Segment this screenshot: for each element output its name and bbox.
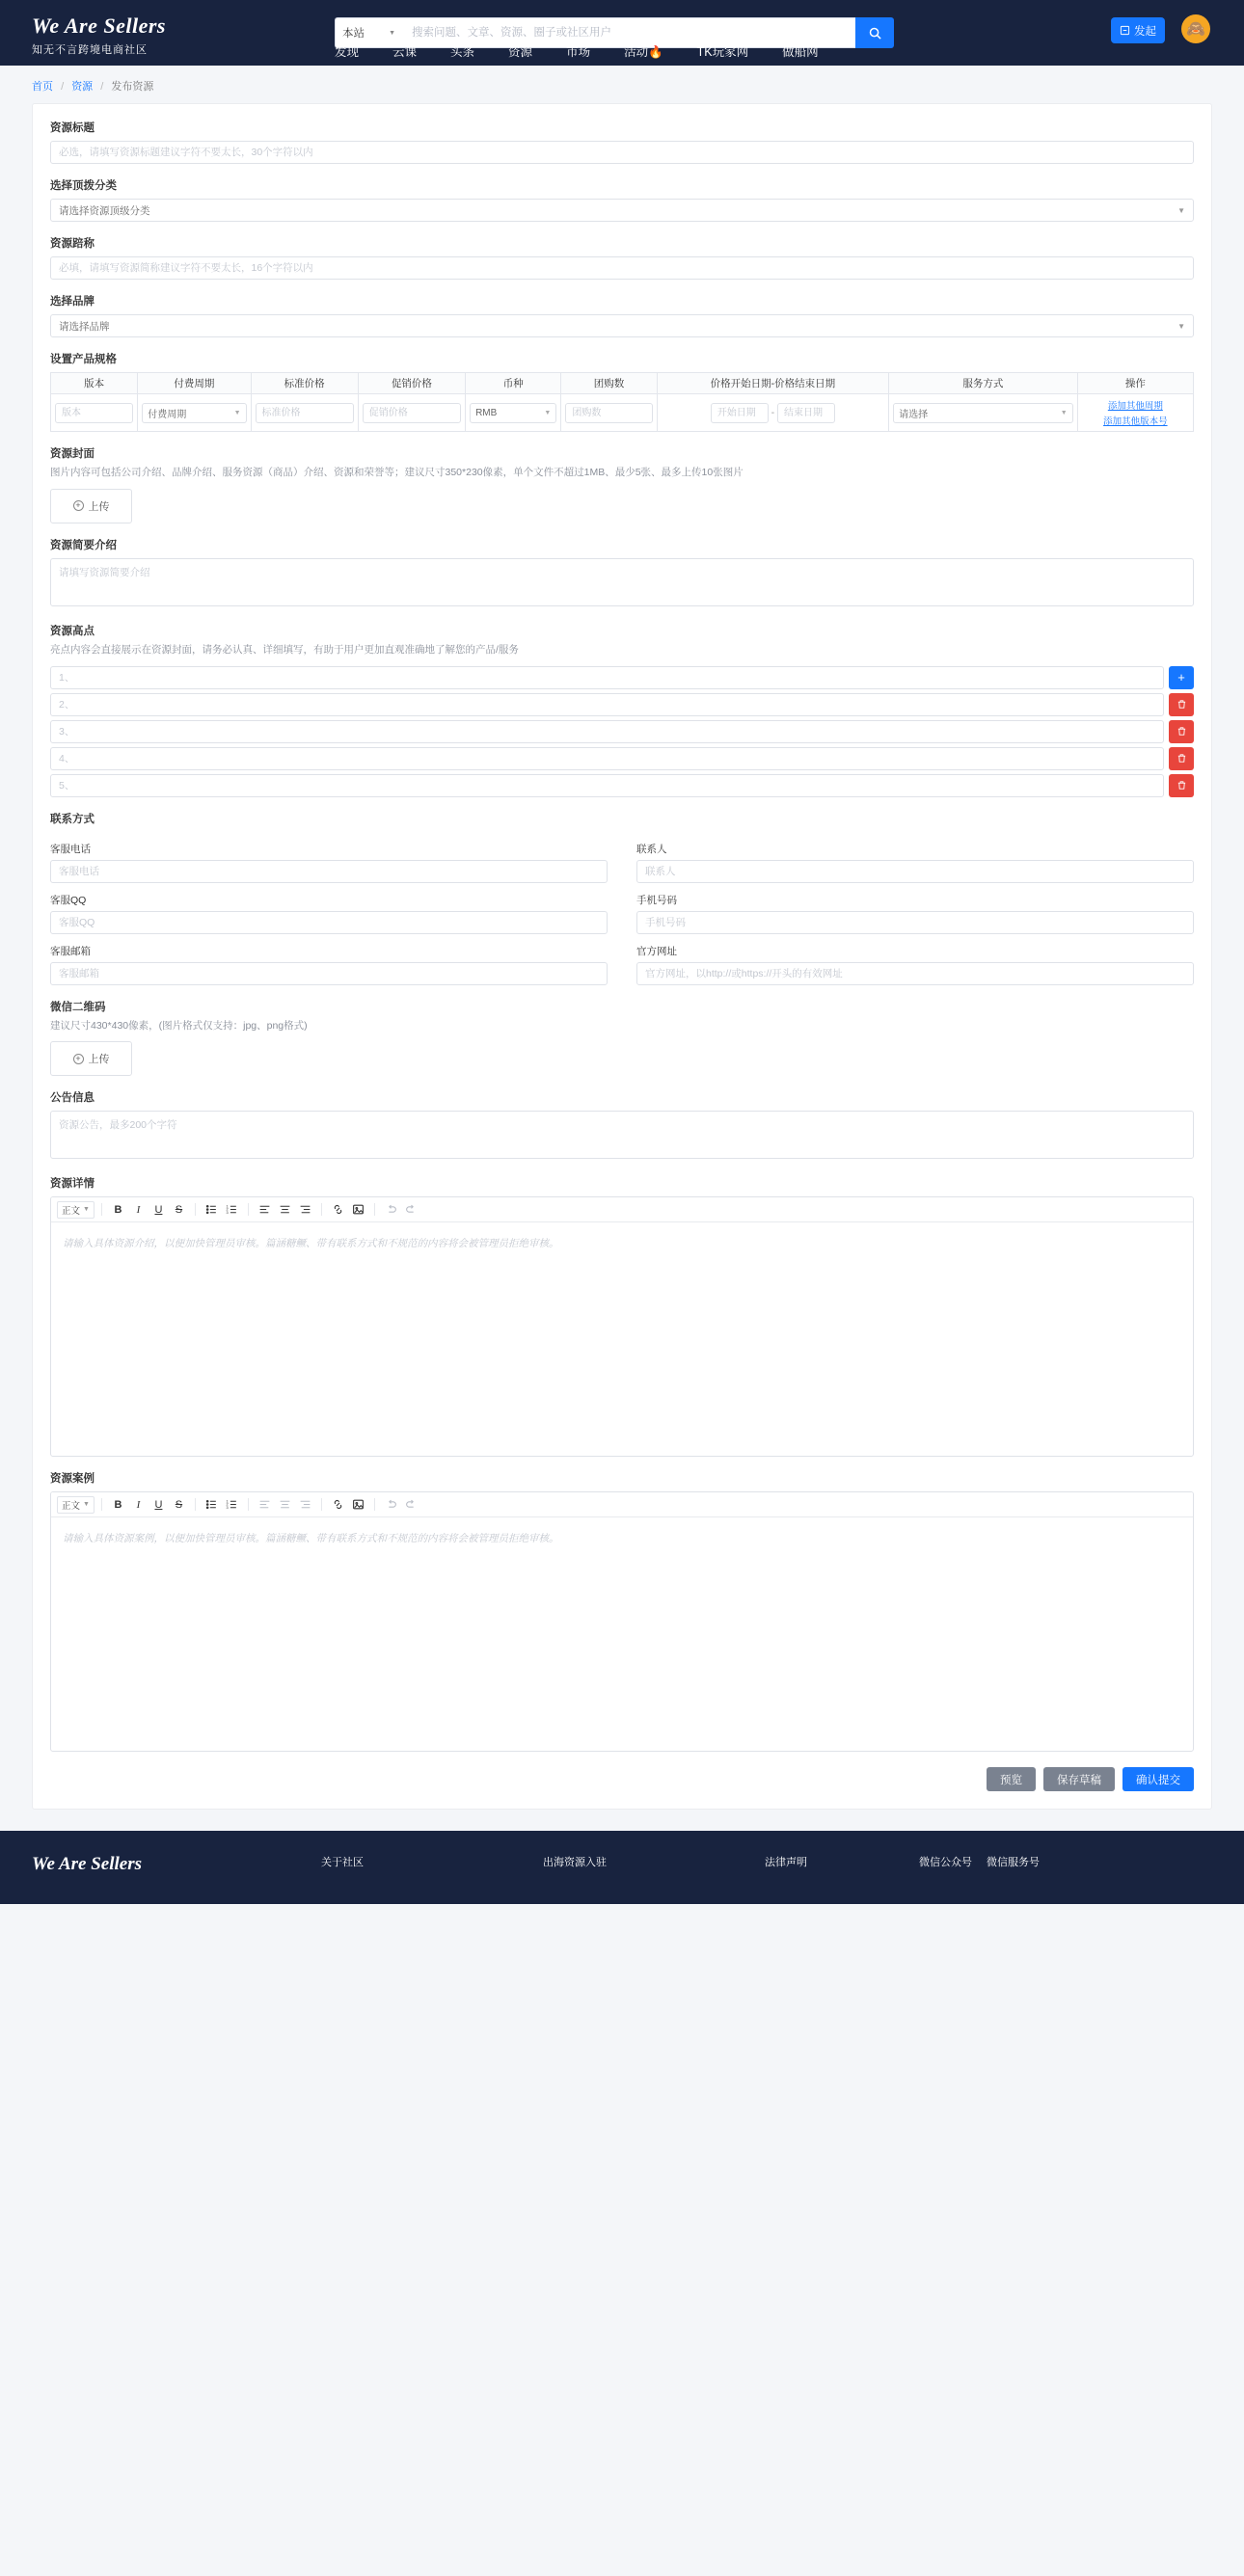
image-icon[interactable] <box>349 1496 367 1514</box>
detail-editor-body[interactable]: 请输入具体资源介绍，以便加快管理员审核。篇涵糖鳜、带有联系方式和不规范的内容将会被管理员拒绝审核。 <box>63 1238 559 1250</box>
numbered-list-icon[interactable] <box>223 1201 241 1219</box>
highlight-row-2 <box>50 693 1194 716</box>
avatar[interactable] <box>1181 14 1210 43</box>
chevron-down-icon: ▼ <box>389 29 395 37</box>
highlight-input-1[interactable] <box>50 666 1164 689</box>
add-other-version-link[interactable]: 添加其他版本号 <box>1103 416 1168 427</box>
col-group-count: 团购数 <box>561 373 657 394</box>
underline-icon[interactable]: U <box>154 1203 163 1216</box>
cell-operation <box>1077 394 1193 432</box>
currency-select[interactable] <box>470 403 556 423</box>
svg-text:3: 3 <box>226 1211 229 1216</box>
footer-col-wechat-official: 微信公众号 <box>919 1857 972 1869</box>
col-version: 版本 <box>51 373 138 394</box>
cell-currency <box>466 394 561 432</box>
align-center-icon[interactable] <box>276 1496 294 1514</box>
preview-button[interactable]: 预览 <box>987 1767 1036 1791</box>
highlight-input-5[interactable] <box>50 774 1164 797</box>
chevron-down-icon: ▼ <box>83 1206 90 1214</box>
publish-resource-form <box>32 103 1212 1810</box>
breadcrumb-separator-1: / <box>61 81 65 93</box>
chevron-down-icon: ▼ <box>83 1501 90 1509</box>
underline-icon[interactable]: U <box>154 1498 163 1511</box>
italic-icon[interactable]: I <box>136 1203 141 1216</box>
main-menu <box>335 42 819 60</box>
detail-label: 资源详情 <box>50 1178 95 1191</box>
search-button[interactable] <box>855 17 894 48</box>
menu-item-headline[interactable]: 头条 <box>450 45 475 59</box>
top-navigation-bar <box>0 0 1244 66</box>
version-input[interactable] <box>55 403 133 423</box>
trash-icon <box>1176 780 1187 791</box>
period-value: 付费周期 <box>148 409 187 420</box>
top-category-select[interactable] <box>50 199 1194 222</box>
brand-value: 请选择品牌 <box>59 320 110 333</box>
toolbar-divider <box>374 1203 375 1216</box>
align-right-icon[interactable] <box>296 1201 314 1219</box>
footer-logo: We Are Sellers <box>32 1854 142 1875</box>
contact-website-label: 官方网址 <box>636 945 677 957</box>
svg-text:2: 2 <box>226 1502 229 1507</box>
contact-email-label: 客服邮箱 <box>50 945 91 957</box>
highlight-row-5 <box>50 774 1194 797</box>
contact-email-input[interactable] <box>50 962 608 985</box>
paragraph-style-value: 正文 <box>62 1205 81 1217</box>
highlight-input-4[interactable] <box>50 747 1164 770</box>
contact-qq-input[interactable] <box>50 911 608 934</box>
edit-icon <box>1120 25 1130 36</box>
promo-price-input[interactable] <box>363 403 461 423</box>
delete-highlight-button-2[interactable] <box>1169 693 1194 716</box>
site-logo-text: We Are Sellers <box>32 13 166 38</box>
toolbar-divider <box>248 1498 249 1511</box>
bold-icon[interactable]: B <box>114 1203 122 1216</box>
cell-promo-price <box>358 394 465 432</box>
product-spec-table <box>50 372 1194 432</box>
contact-field-website <box>636 934 1194 985</box>
chevron-down-icon: ▼ <box>544 409 552 416</box>
plus-icon: + <box>1177 670 1185 685</box>
contact-grid <box>50 832 1194 985</box>
resource-title-input[interactable] <box>50 141 1194 164</box>
create-post-button[interactable] <box>1111 17 1165 43</box>
cell-std-price <box>251 394 358 432</box>
undo-icon[interactable] <box>382 1201 400 1219</box>
cell-date-range <box>657 394 889 432</box>
form-actions <box>50 1767 1194 1791</box>
image-icon[interactable] <box>349 1201 367 1219</box>
contact-phone-label: 客服电话 <box>50 843 91 855</box>
plus-circle-icon: + <box>73 1054 84 1064</box>
currency-value: RMB <box>475 407 498 418</box>
paragraph-style-select[interactable] <box>57 1201 95 1219</box>
trash-icon <box>1176 753 1187 764</box>
cell-period <box>138 394 251 432</box>
toolbar-divider <box>248 1203 249 1216</box>
chevron-down-icon: ▼ <box>1060 409 1068 416</box>
table-header-row <box>51 373 1194 394</box>
create-post-label: 发起 <box>1134 25 1156 38</box>
strikethrough-icon[interactable]: S <box>175 1498 183 1511</box>
resource-title-label: 资源标题 <box>50 122 95 134</box>
menu-item-activity[interactable] <box>624 42 663 60</box>
period-select[interactable] <box>142 403 246 423</box>
bullet-list-icon[interactable] <box>203 1201 221 1219</box>
service-value: 请选择 <box>899 409 929 420</box>
highlights-label: 资源高点 <box>50 625 95 637</box>
avatar-image: 🙈 <box>1186 21 1205 38</box>
bullet-list-icon[interactable] <box>203 1496 221 1514</box>
col-std-price: 标准价格 <box>251 373 358 394</box>
footer-col-legal[interactable]: 法律声明 <box>765 1857 807 1869</box>
cell-version <box>51 394 138 432</box>
contact-field-person <box>636 832 1194 883</box>
chevron-down-icon: ▼ <box>1177 205 1185 215</box>
search-scope-label: 本站 <box>342 28 365 40</box>
site-logo[interactable] <box>32 13 166 57</box>
contact-phone-input[interactable] <box>50 860 608 883</box>
svg-text:3: 3 <box>226 1506 229 1511</box>
resource-shortname-label: 资源踣称 <box>50 238 95 250</box>
delete-highlight-button-4[interactable] <box>1169 747 1194 770</box>
paragraph-style-select[interactable] <box>57 1496 95 1514</box>
fire-icon: 🔥 <box>648 45 663 59</box>
align-left-icon[interactable] <box>256 1496 274 1514</box>
col-operation: 操作 <box>1077 373 1193 394</box>
delete-highlight-button-5[interactable] <box>1169 774 1194 797</box>
top-category-label: 选择顶拨分类 <box>50 180 117 192</box>
contact-person-input[interactable] <box>636 860 1194 883</box>
start-date-input[interactable] <box>711 403 769 423</box>
svg-text:2: 2 <box>226 1207 229 1212</box>
detail-editor-toolbar <box>51 1197 1193 1222</box>
end-date-input[interactable] <box>777 403 835 423</box>
plus-circle-icon: + <box>73 500 84 511</box>
highlight-row-1 <box>50 666 1194 689</box>
notice-textarea[interactable] <box>50 1111 1194 1159</box>
strikethrough-icon[interactable]: S <box>175 1203 183 1216</box>
search-icon <box>868 26 882 40</box>
toolbar-divider <box>195 1498 196 1511</box>
col-period: 付费周期 <box>138 373 251 394</box>
chevron-down-icon: ▼ <box>1177 321 1185 331</box>
link-icon[interactable] <box>329 1496 347 1514</box>
date-range-separator: - <box>771 407 775 418</box>
qr-hint: 建议尺寸430*430像素，(图片格式仅支持：jpg、png格式) <box>50 1019 308 1032</box>
footer-col-wechat-service: 微信服务号 <box>987 1857 1040 1869</box>
menu-item-resource[interactable]: 资源 <box>508 45 533 59</box>
summary-textarea[interactable] <box>50 558 1194 606</box>
contact-label: 联系方式 <box>50 813 95 825</box>
col-date-range: 价格开始日期-价格结束日期 <box>657 373 889 394</box>
cover-upload-label: 上传 <box>88 500 110 513</box>
brand-select[interactable] <box>50 314 1194 337</box>
cell-group-count <box>561 394 657 432</box>
contact-field-mobile <box>636 883 1194 934</box>
menu-item-tkplayer[interactable]: TK玩家网 <box>696 45 749 59</box>
paragraph-style-value: 正文 <box>62 1500 81 1512</box>
breadcrumb-home[interactable]: 首页 <box>32 81 53 93</box>
product-spec-label: 设置产品规格 <box>50 354 117 365</box>
save-draft-button[interactable]: 保存草稿 <box>1043 1767 1115 1791</box>
chevron-down-icon: ▼ <box>233 409 241 416</box>
svg-text:1: 1 <box>226 1204 229 1209</box>
contact-qq-label: 客服QQ <box>50 894 87 906</box>
cell-service <box>889 394 1077 432</box>
highlights-hint: 亮点内容会直接展示在资源封面，请务必认真、详细填写，有助于用户更加直观准确地了解您的产品/服务 <box>50 643 519 656</box>
italic-icon[interactable]: I <box>136 1498 141 1511</box>
footer-col-about[interactable]: 关于社区 <box>321 1857 364 1869</box>
menu-item-discover[interactable]: 发现 <box>335 45 360 59</box>
contact-person-label: 联系人 <box>636 843 667 855</box>
breadcrumb-current: 发布资源 <box>111 81 154 93</box>
trash-icon <box>1176 699 1187 710</box>
menu-item-activity-label: 活动 <box>624 45 649 59</box>
bold-icon[interactable]: B <box>114 1498 122 1511</box>
contact-field-phone <box>50 832 608 883</box>
breadcrumb-resource[interactable]: 资源 <box>71 81 94 93</box>
footer-col-join[interactable]: 出海资源入驻 <box>543 1857 607 1869</box>
menu-item-course[interactable]: 云课 <box>392 45 418 59</box>
contact-mobile-input[interactable] <box>636 911 1194 934</box>
highlight-input-3[interactable] <box>50 720 1164 743</box>
toolbar-divider <box>321 1203 322 1216</box>
contact-field-qq <box>50 883 608 934</box>
toolbar-divider <box>321 1498 322 1511</box>
toolbar-divider <box>101 1203 102 1216</box>
qr-label: 微信二维码 <box>50 1001 106 1013</box>
std-price-input[interactable] <box>256 403 354 423</box>
qr-upload-button[interactable] <box>50 1041 132 1076</box>
trash-icon <box>1176 726 1187 737</box>
add-highlight-button[interactable] <box>1169 666 1194 689</box>
menu-item-zuochuan[interactable]: 做船网 <box>782 45 819 59</box>
case-label: 资源案例 <box>50 1473 95 1486</box>
detail-editor <box>50 1196 1194 1457</box>
col-currency: 币种 <box>466 373 561 394</box>
group-count-input[interactable] <box>565 403 652 423</box>
resource-shortname-input[interactable] <box>50 256 1194 280</box>
toolbar-divider <box>374 1498 375 1511</box>
align-center-icon[interactable] <box>276 1201 294 1219</box>
toolbar-divider <box>101 1498 102 1511</box>
case-editor <box>50 1491 1194 1752</box>
redo-icon[interactable] <box>402 1496 420 1514</box>
breadcrumb <box>0 66 1244 103</box>
page-footer <box>0 1831 1244 1904</box>
redo-icon[interactable] <box>402 1201 420 1219</box>
qr-upload-label: 上传 <box>88 1054 110 1066</box>
case-editor-body[interactable]: 请输入具体资源案例，以便加快管理员审核。篇涵糖鳜、带有联系方式和不规范的内容将会被管理员拒绝审核。 <box>63 1533 559 1545</box>
align-right-icon[interactable] <box>296 1496 314 1514</box>
undo-icon[interactable] <box>382 1496 400 1514</box>
top-category-value: 请选择资源顶级分类 <box>59 204 150 217</box>
case-editor-toolbar <box>51 1492 1193 1517</box>
align-left-icon[interactable] <box>256 1201 274 1219</box>
link-icon[interactable] <box>329 1201 347 1219</box>
contact-website-input[interactable] <box>636 962 1194 985</box>
contact-field-email <box>50 934 608 985</box>
highlight-input-2[interactable] <box>50 693 1164 716</box>
highlight-row-3 <box>50 720 1194 743</box>
submit-button[interactable]: 确认提交 <box>1122 1767 1194 1791</box>
col-service: 服务方式 <box>889 373 1077 394</box>
summary-label: 资源简要介绍 <box>50 539 117 551</box>
add-other-period-link[interactable]: 添加其他周期 <box>1107 401 1163 412</box>
svg-text:1: 1 <box>226 1499 229 1504</box>
delete-highlight-button-3[interactable] <box>1169 720 1194 743</box>
numbered-list-icon[interactable] <box>223 1496 241 1514</box>
highlight-row-4 <box>50 747 1194 770</box>
breadcrumb-separator-2: / <box>100 81 104 93</box>
site-tagline: 知无不言跨境电商社区 <box>32 44 148 56</box>
service-select[interactable] <box>893 403 1072 423</box>
cover-hint: 图片内容可包括公司介绍、品牌介绍、服务资源（商品）介绍、资源和荣誉等；建议尺寸350*230像素，单个文件不超过1MB、最少5张、最多上传10张图片 <box>50 467 744 478</box>
toolbar-divider <box>195 1203 196 1216</box>
cover-upload-button[interactable] <box>50 489 132 523</box>
menu-item-market[interactable]: 市场 <box>566 45 591 59</box>
contact-mobile-label: 手机号码 <box>636 894 677 906</box>
notice-label: 公告信息 <box>50 1092 95 1105</box>
col-promo-price: 促销价格 <box>358 373 465 394</box>
cover-label: 资源封面 <box>50 448 95 460</box>
table-row <box>51 394 1194 432</box>
brand-label: 选择品牌 <box>50 296 95 308</box>
